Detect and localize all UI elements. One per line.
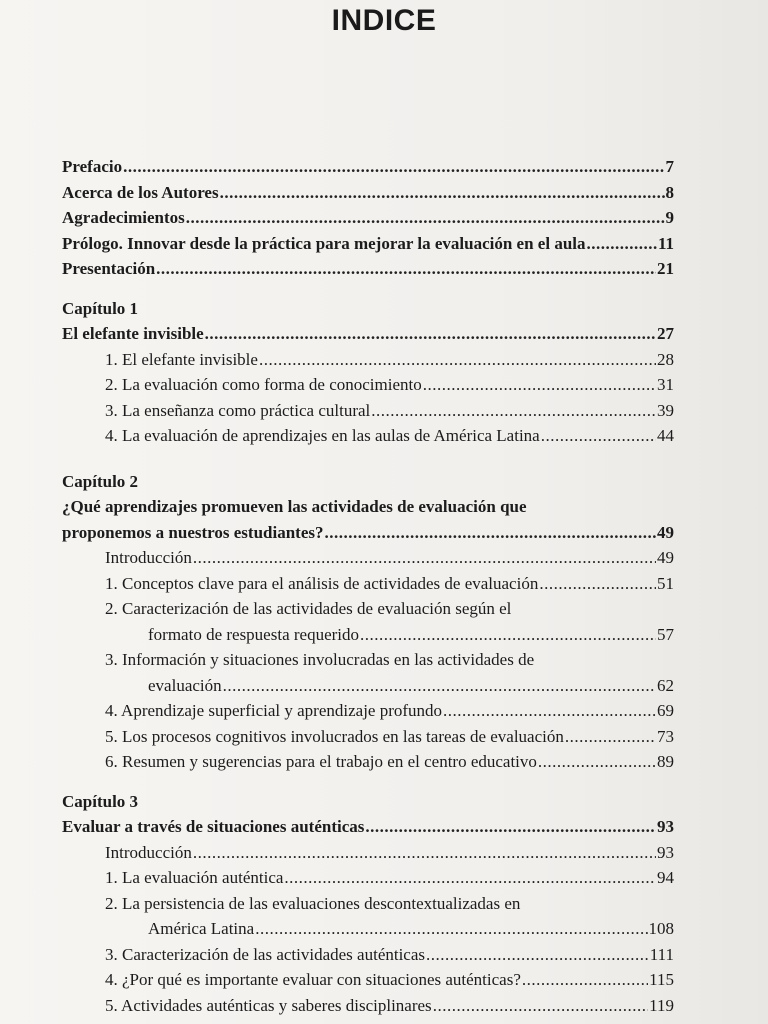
dot-leader [433,993,648,1019]
toc-entry-page: 73 [657,726,674,746]
toc-entry-title: 4. La evaluación de aprendizajes en las aulas de América Latina [105,426,540,445]
toc-entry-title: Acerca de los Autores [62,182,219,202]
toc-section-line: 3. Información y situaciones involucradas en las actividades de [105,650,535,669]
toc-entry-presentacion [62,256,674,282]
toc-entry-title: Prólogo. Innovar desde la práctica para mejorar la evaluación en el aula [62,233,586,253]
dot-leader [443,698,656,724]
toc-entry-title: 4. ¿Por qué es importante evaluar con situaciones auténticas? [105,970,521,989]
toc-section-line: 2. Caracterización de las actividades de evaluación según el [105,599,512,618]
toc-entry-page: 51 [657,573,674,593]
toc-entry-title: 4. Aprendizaje superficial y aprendizaje profundo [105,701,443,720]
toc-entry-page: 93 [657,842,674,862]
dot-leader [186,205,665,231]
toc-entry-prologo [62,231,674,257]
chapter-label: Capítulo 3 [62,791,139,811]
dot-leader [156,256,656,282]
toc-entry-title: Prefacio [62,157,123,176]
toc-section [62,993,674,1019]
toc-entry-autores [62,180,674,206]
toc-section [62,622,674,648]
dot-leader [587,231,657,257]
chapter-label: Capítulo 1 [62,298,139,318]
toc-entry-page: 111 [649,944,674,964]
toc-section [62,347,674,373]
dot-leader [365,814,656,840]
toc-entry-page: 57 [657,624,674,644]
toc-section [62,423,674,449]
chapter-title-line: ¿Qué aprendizajes promueven las actividades de evaluación que [62,497,527,516]
page-title: INDICE [331,4,437,37]
dot-leader [360,622,656,648]
toc-entry-page: 108 [648,919,674,938]
dot-leader [193,840,656,866]
dot-leader [539,571,656,597]
toc-entry-title: 3. Caracterización de las actividades auténticas [105,944,426,964]
dot-leader [205,321,656,347]
toc-section [62,749,674,775]
table-of-contents [62,154,674,1018]
toc-entry-title: Introducción [105,842,192,862]
toc-entry-page: 8 [665,182,674,202]
toc-entry-page: 119 [649,995,674,1015]
toc-entry-page: 28 [657,349,674,369]
toc-entry-title: Agradecimientos [62,208,185,227]
toc-entry-title: 2. La evaluación como forma de conocimiento [105,375,422,394]
dot-leader [123,154,664,180]
dot-leader [325,520,657,546]
toc-entry-title: Presentación [62,259,156,278]
toc-entry-title: Introducción [105,548,192,567]
dot-leader [538,749,656,775]
toc-entry-page: 44 [657,426,674,445]
toc-entry-page: 93 [657,817,674,836]
toc-entry-title: evaluación [148,675,222,695]
toc-entry-title: El elefante invisible [62,324,204,343]
chapter-title [62,321,674,347]
toc-section [62,724,674,750]
dot-leader [426,942,649,968]
toc-entry-title: 1. El elefante invisible [105,349,258,369]
toc-entry-page: 9 [665,208,674,227]
toc-entry-page: 27 [657,324,674,343]
toc-entry-title: Evaluar a través de situaciones auténticas [62,817,365,836]
dot-leader [423,372,656,398]
toc-section [62,545,674,571]
dot-leader [255,916,647,942]
toc-entry-page: 21 [657,259,674,278]
dot-leader [371,398,656,424]
toc-section [62,673,674,699]
dot-leader [565,724,656,750]
dot-leader [284,865,656,891]
toc-entry-page: 69 [657,701,674,720]
toc-entry-page: 89 [657,752,674,771]
toc-section [62,840,674,866]
toc-entry-title: formato de respuesta requerido [148,624,359,644]
dot-leader [259,347,656,373]
toc-entry-page: 31 [657,375,674,394]
toc-entry-page: 49 [657,522,674,542]
dot-leader [541,423,656,449]
toc-entry-page: 115 [649,970,674,989]
toc-entry-title: 1. La evaluación auténtica [105,868,284,887]
toc-entry-title: 1. Conceptos clave para el análisis de actividades de evaluación [105,573,539,593]
toc-entry-title: proponemos a nuestros estudiantes? [62,522,324,542]
dot-leader [522,967,648,993]
toc-entry-title: 3. La enseñanza como práctica cultural [105,400,371,420]
toc-entry-page: 7 [665,157,674,176]
dot-leader [223,673,656,699]
toc-section [62,865,674,891]
toc-entry-page: 49 [657,548,674,567]
toc-section [62,942,674,968]
toc-section [62,571,674,597]
chapter-title [62,520,674,546]
toc-section [62,398,674,424]
toc-entry-title: 6. Resumen y sugerencias para el trabajo en el centro educativo [105,752,537,771]
toc-entry-page: 11 [657,233,674,253]
dot-leader [220,180,665,206]
dot-leader [193,545,656,571]
toc-entry-title: 5. Actividades auténticas y saberes disciplinares [105,995,432,1015]
chapter-title [62,814,674,840]
toc-entry-title: 5. Los procesos cognitivos involucrados en las tareas de evaluación [105,726,564,746]
toc-entry-title: América Latina [148,919,255,938]
toc-entry-page: 39 [657,400,674,420]
toc-entry-agradecimientos [62,205,674,231]
toc-entry-prefacio [62,154,674,180]
toc-entry-page: 94 [657,868,674,887]
toc-section [62,372,674,398]
chapter-label: Capítulo 2 [62,471,139,491]
toc-section [62,698,674,724]
toc-entry-page: 62 [657,675,674,695]
toc-section [62,916,674,942]
toc-section-line: 2. La persistencia de las evaluaciones descontextualizadas en [105,893,521,913]
toc-section [62,967,674,993]
